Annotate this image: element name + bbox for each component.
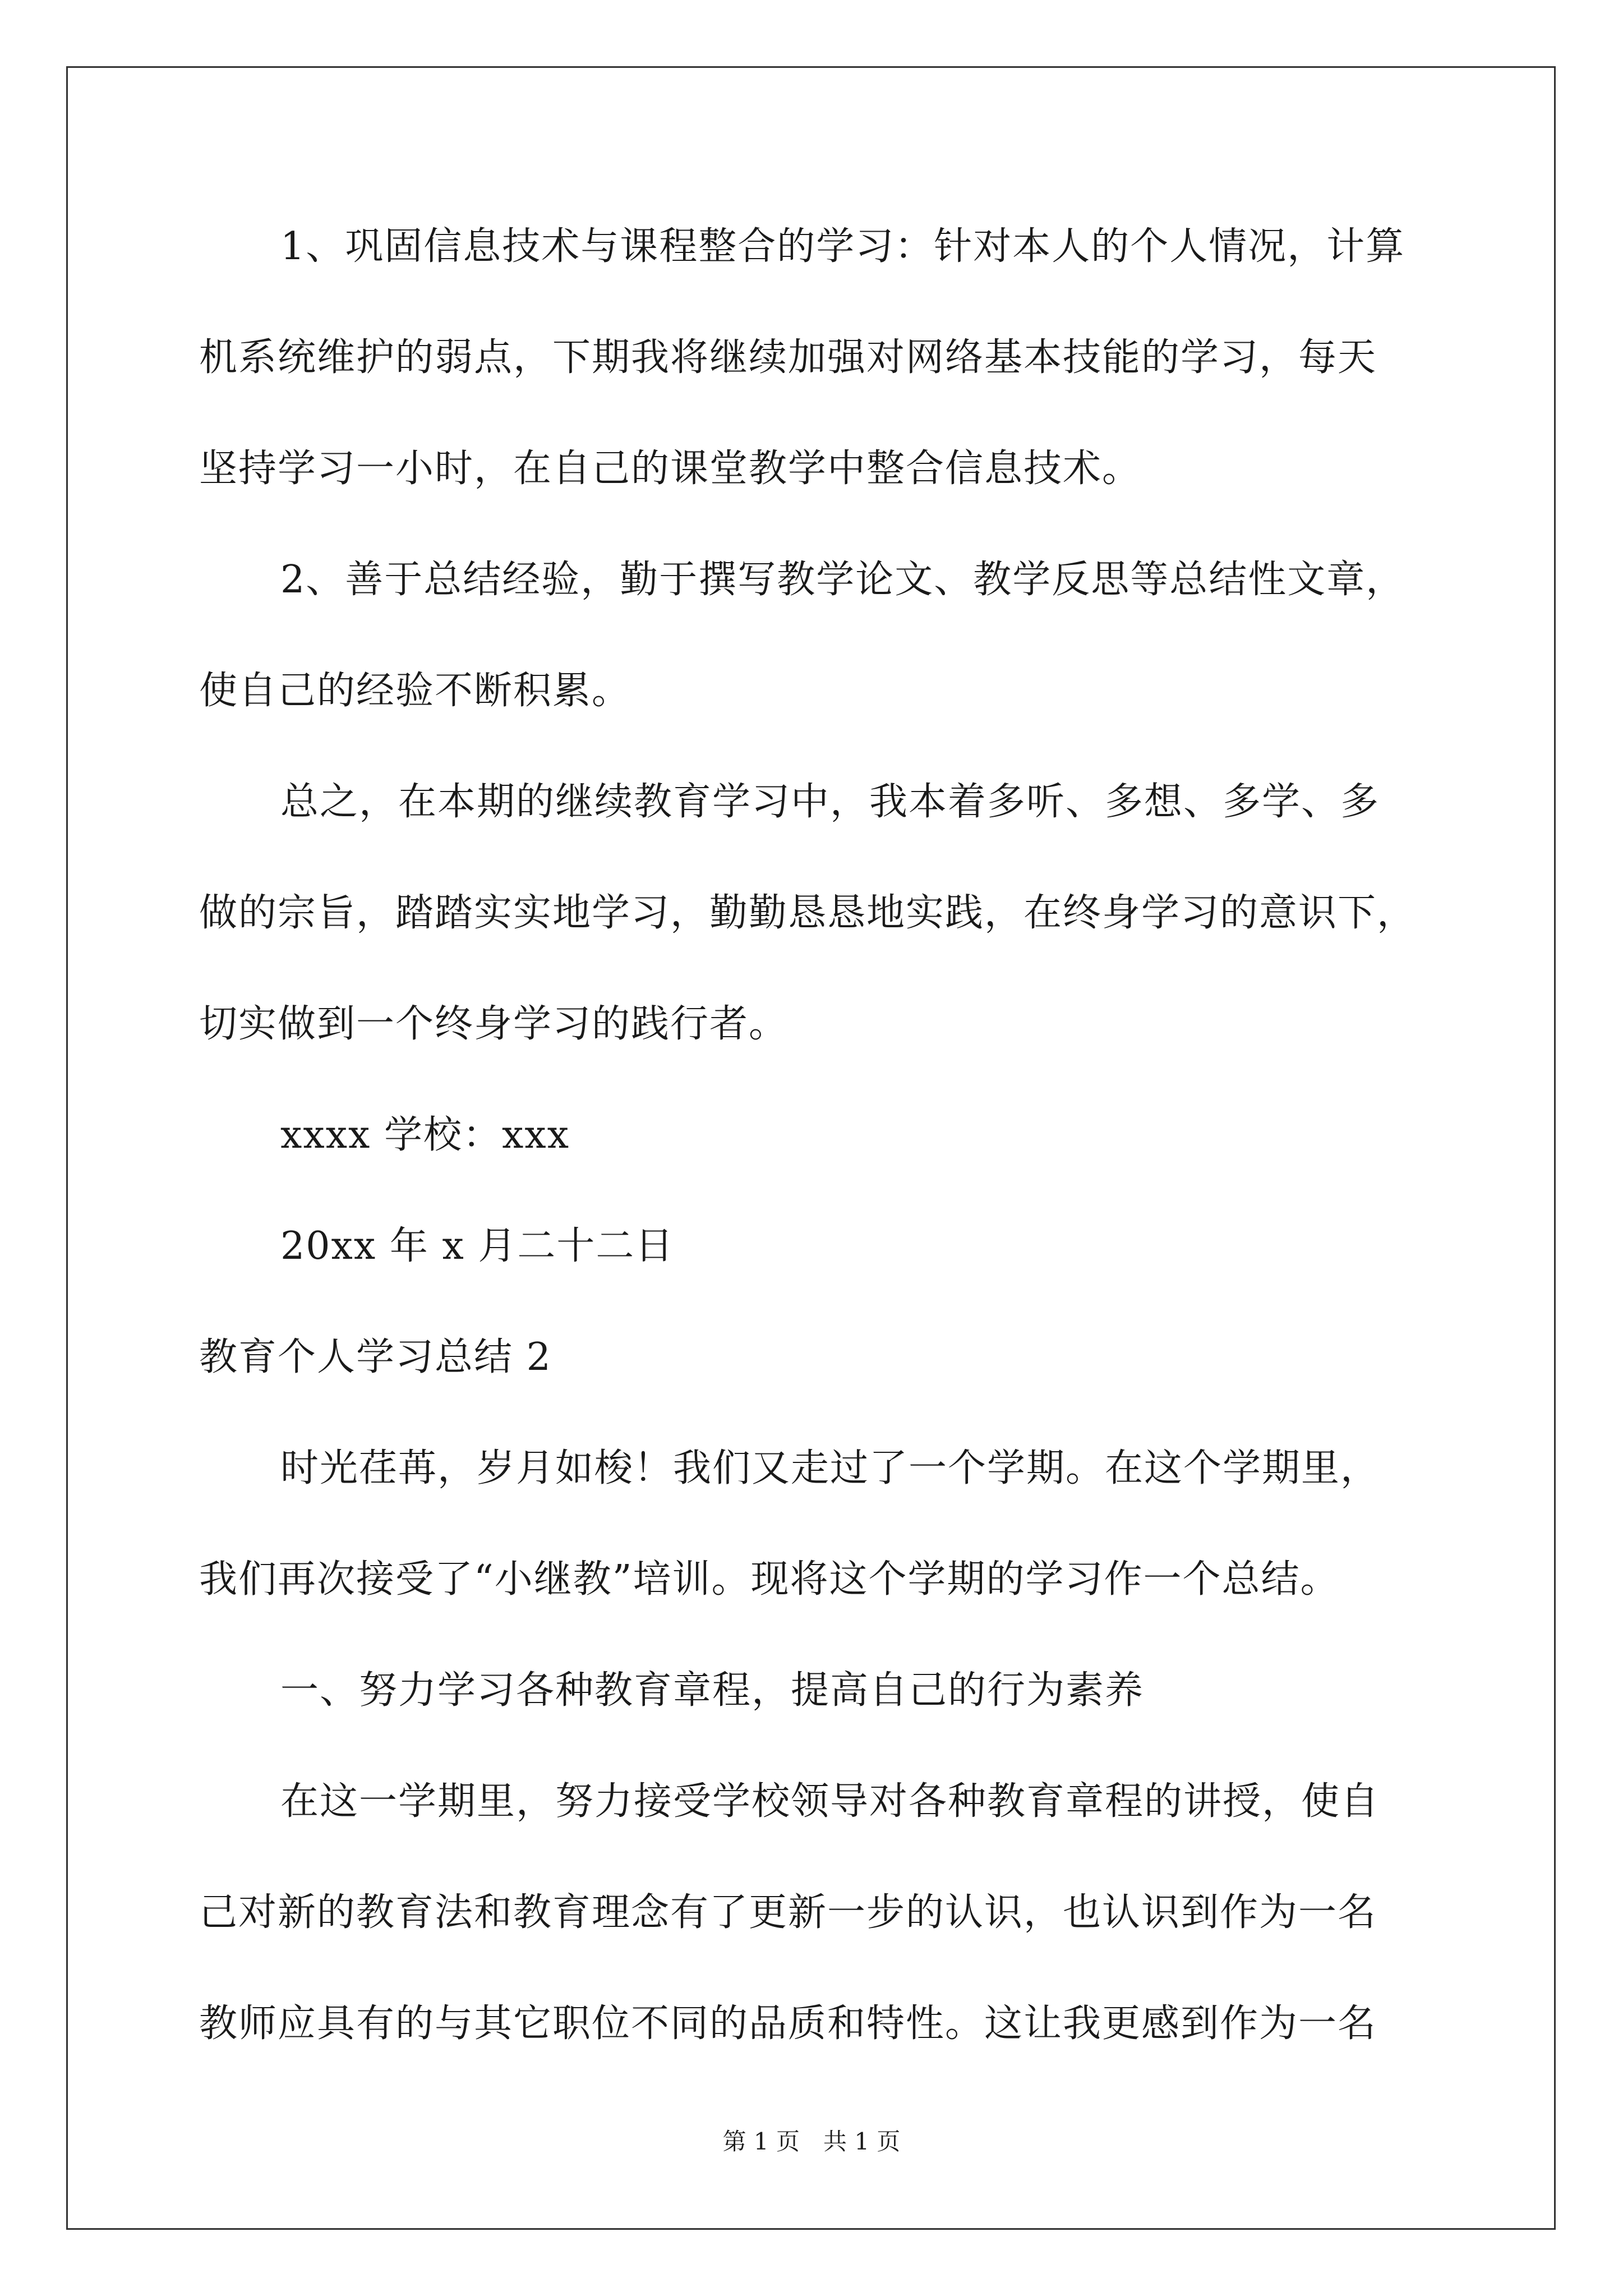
paragraph-line: 在这一学期里，努力接受学校领导对各种教育章程的讲授，使自: [280, 1779, 1380, 1824]
page-number: 第 1 页 共 1 页: [722, 2128, 901, 2155]
paragraph-line: 做的宗旨，踏踏实实地学习，勤勤恳恳地实践，在终身学习的意识下，: [199, 891, 1417, 935]
paragraph-line: 总之，在本期的继续教育学习中，我本着多听、多想、多学、多: [280, 780, 1380, 824]
paragraph-line: 机系统维护的弱点，下期我将继续加强对网络基本技能的学习，每天: [199, 335, 1377, 380]
paragraph-line: 切实做到一个终身学习的践行者。: [199, 1002, 789, 1046]
paragraph-line: 我们再次接受了“小继教”培训。现将这个学期的学习作一个总结。: [199, 1557, 1340, 1602]
signature-date: 20xx 年 x 月二十二日: [280, 1224, 675, 1268]
section-title: 教育个人学习总结 2: [199, 1335, 552, 1379]
paragraph-line: 己对新的教育法和教育理念有了更新一步的认识，也认识到作为一名: [199, 1890, 1377, 1935]
paragraph-line: 教师应具有的与其它职位不同的品质和特性。这让我更感到作为一名: [199, 2001, 1377, 2046]
signature-school: xxxx 学校：xxx: [280, 1113, 570, 1157]
paragraph-line: 1、巩固信息技术与课程整合的学习：针对本人的个人情况，计算: [280, 224, 1405, 269]
paragraph-line: 2、善于总结经验，勤于撰写教学论文、教学反思等总结性文章，: [280, 558, 1405, 602]
paragraph-line: 坚持学习一小时，在自己的课堂教学中整合信息技术。: [199, 447, 1142, 491]
subsection-heading: 一、努力学习各种教育章程，提高自己的行为素养: [280, 1668, 1145, 1713]
paragraph-line: 时光荏苒，岁月如梭！我们又走过了一个学期。在这个学期里，: [280, 1446, 1380, 1490]
paragraph-line: 使自己的经验不断积累。: [199, 669, 631, 713]
